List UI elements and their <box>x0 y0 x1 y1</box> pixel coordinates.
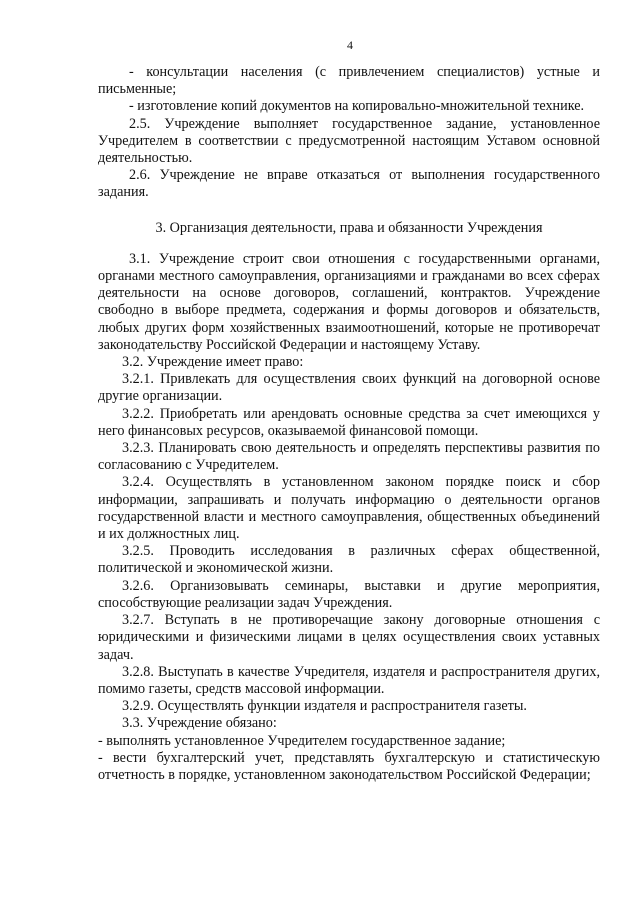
paragraph-3-2-2: 3.2.2. Приобретать или арендовать основные средства за счет имеющихся у него финансовых ресурсов, оказываемой финансовой помощи. <box>98 405 600 439</box>
paragraph-3-2-7: 3.2.7. Вступать в не противоречащие закону договорные отношения с юридическими и физическими лицами в целях осуществления своих уставных задач. <box>98 612 600 663</box>
paragraph-3-1: 3.1. Учреждение строит свои отношения с государственными органами, органами местного самоуправления, организациями и гражданами во всех сферах деятельности на основе договоров, соглашений, контрактов. Учреждение свободно в выборе предмета, содержания и формы договоров и обязательств, любых других форм хозяйственных взаимоотношений, которые не противоречат законодательству Российской Федерации и настоящему Уставу. <box>98 250 600 353</box>
paragraph-3-2-8: 3.2.8. Выступать в качестве Учредителя, издателя и распространителя других, помимо газеты, средств массовой информации. <box>98 663 600 697</box>
section-3-heading: 3. Организация деятельности, права и обязанности Учреждения <box>155 219 543 236</box>
paragraph-3-2-1: 3.2.1. Привлекать для осуществления своих функций на договорной основе другие организации. <box>98 371 600 405</box>
paragraph-3-3: 3.3. Учреждение обязано: <box>122 715 277 732</box>
paragraph-3-2: 3.2. Учреждение имеет право: <box>122 354 304 371</box>
paragraph-2-5: 2.5. Учреждение выполняет государственное задание, установленное Учредителем в соответствии с предусмотренной настоящим Уставом основной деятельностью. <box>98 115 600 167</box>
page-number: 4 <box>347 38 353 52</box>
page-content <box>98 64 600 784</box>
paragraph-3-2-5: 3.2.5. Проводить исследования в различных сферах общественной, политической и экономической жизни. <box>98 543 600 577</box>
paragraph-3-2-6: 3.2.6. Организовывать семинары, выставки и другие мероприятия, способствующие реализации задач Учреждения. <box>98 577 600 611</box>
paragraph-2-6: 2.6. Учреждение не вправе отказаться от выполнения государственного задания. <box>98 167 600 201</box>
paragraph-3-2-9: 3.2.9. Осуществлять функции издателя и распространителя газеты. <box>122 698 527 715</box>
paragraph-duty-accounting: - вести бухгалтерский учет, представлять бухгалтерскую и статистическую отчетность в порядке, установленном законодательством Российской Федерации; <box>98 749 600 783</box>
paragraph-duty-task: - выполнять установленное Учредителем государственное задание; <box>98 732 506 749</box>
paragraph-3-2-4: 3.2.4. Осуществлять в установленном законом порядке поиск и сбор информации, запрашивать и получать информацию о деятельности органов государственной власти и местного самоуправления, общественных объединений и их должностных лиц. <box>98 474 600 543</box>
paragraph-copying: - изготовление копий документов на копировально-множительной технике. <box>129 98 585 115</box>
paragraph-consultations: - консультации населения (с привлечением специалистов) устные и письменные; <box>98 64 600 98</box>
paragraph-3-2-3: 3.2.3. Планировать свою деятельность и определять перспективы развития по согласованию с Учредителем. <box>98 440 600 474</box>
